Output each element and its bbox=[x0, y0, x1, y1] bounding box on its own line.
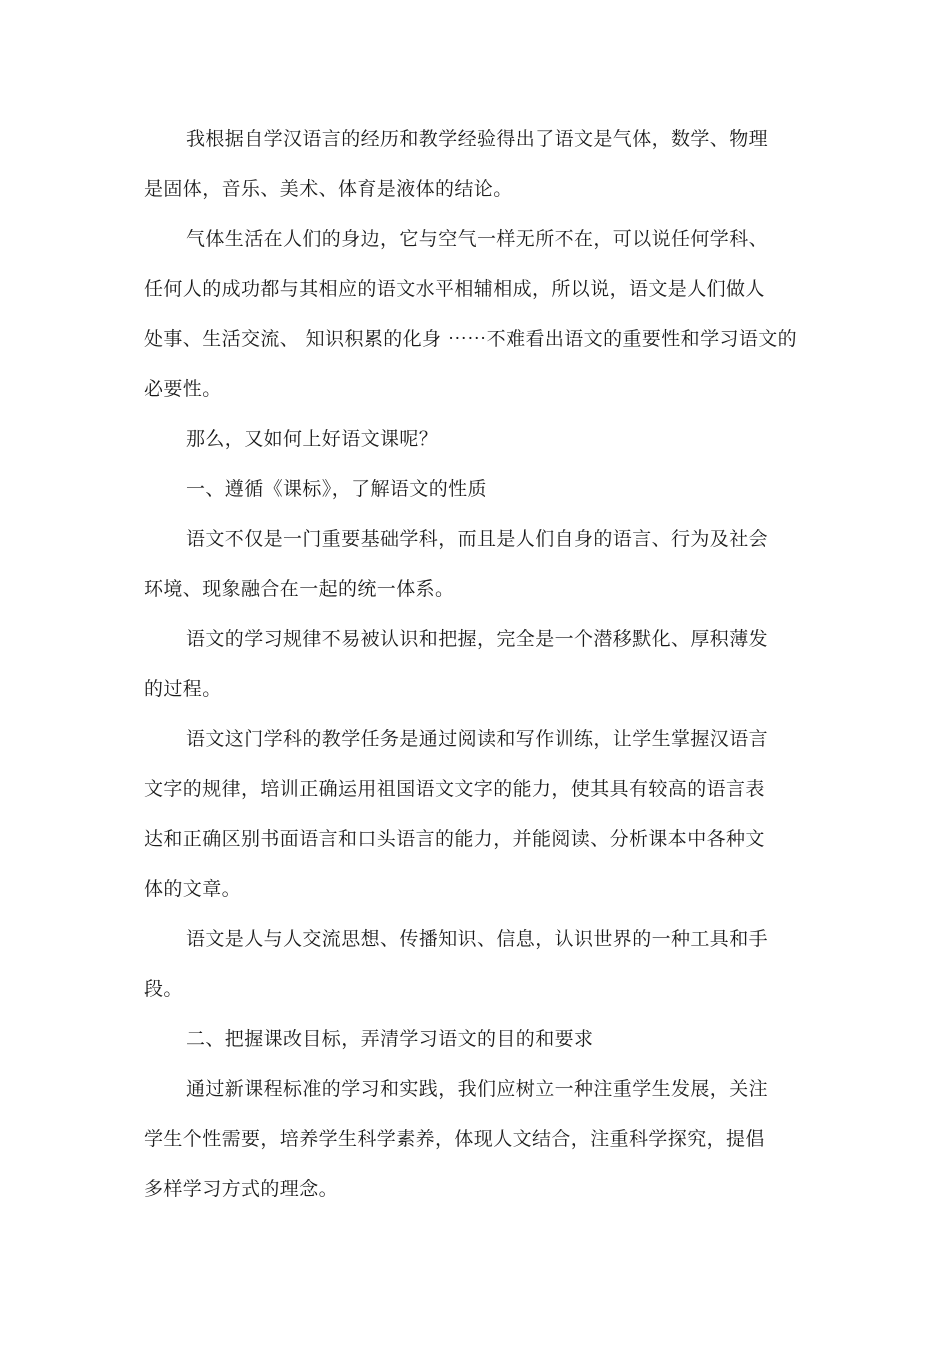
text-line: 是固体，音乐、美术、体育是液体的结论。 bbox=[144, 178, 513, 200]
text-line: 语文这门学科的教学任务是通过阅读和写作训练，让学生掌握汉语言 bbox=[186, 728, 769, 750]
text-line: 达和正确区别书面语言和口头语言的能力，并能阅读、分析课本中各种文 bbox=[144, 828, 765, 850]
text-line: 必要性。 bbox=[144, 378, 222, 400]
text-line: 语文的学习规律不易被认识和把握，完全是一个潜移默化、厚积薄发 bbox=[186, 628, 769, 650]
text-line: 那么，又如何上好语文课呢？ bbox=[186, 428, 439, 450]
text-line: 学生个性需要，培养学生科学素养，体现人文结合，注重科学探究，提倡 bbox=[144, 1128, 765, 1150]
text-line: 气体生活在人们的身边，它与空气一样无所不在，可以说任何学科、 bbox=[186, 228, 769, 250]
text-line: 任何人的成功都与其相应的语文水平相辅相成，所以说，语文是人们做人 bbox=[144, 278, 765, 300]
document-page bbox=[144, 114, 798, 1214]
text-line: 体的文章。 bbox=[144, 878, 242, 900]
text-line: 文字的规律，培训正确运用祖国语文文字的能力，使其具有较高的语言表 bbox=[144, 778, 765, 800]
text-line: 语文是人与人交流思想、传播知识、信息，认识世界的一种工具和手 bbox=[186, 928, 769, 950]
text-line: 段。 bbox=[144, 978, 183, 1000]
section-heading: 二、把握课改目标，弄清学习语文的目的和要求 bbox=[186, 1028, 594, 1050]
section-heading: 一、遵循《课标》，了解语文的性质 bbox=[186, 478, 487, 500]
text-line: 环境、现象融合在一起的统一体系。 bbox=[144, 578, 455, 600]
text-line: 语文不仅是一门重要基础学科，而且是人们自身的语言、行为及社会 bbox=[186, 528, 769, 550]
text-line: 我根据自学汉语言的经历和教学经验得出了语文是气体，数学、物理 bbox=[186, 128, 769, 150]
text-line: 的过程。 bbox=[144, 678, 222, 700]
text-line: 通过新课程标准的学习和实践，我们应树立一种注重学生发展，关注 bbox=[186, 1078, 769, 1100]
text-line: 多样学习方式的理念。 bbox=[144, 1178, 339, 1200]
text-line: 处事、生活交流、 知识积累的化身 ⋯⋯不难看出语文的重要性和学习语文的 bbox=[144, 328, 798, 350]
